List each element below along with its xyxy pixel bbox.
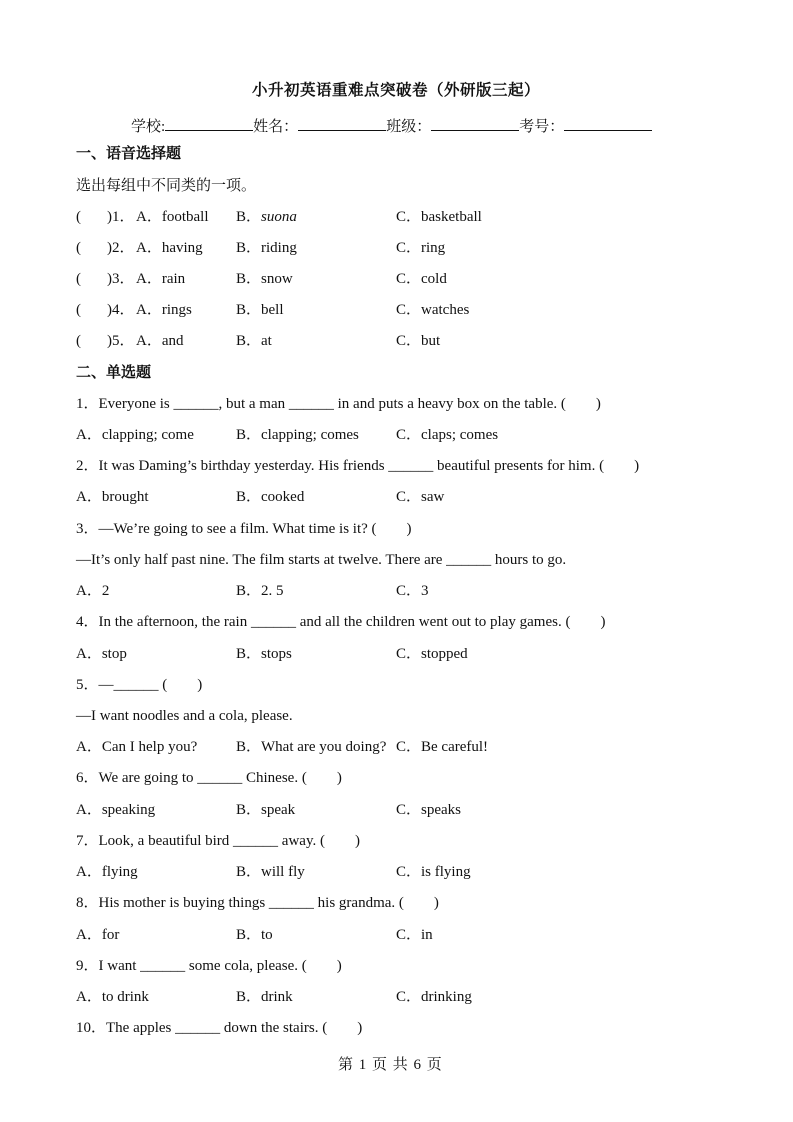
school-label: 学校: <box>131 119 166 135</box>
question-7: 7．Look, a beautiful bird ______ away. ( ) <box>76 833 360 849</box>
option-b: B．riding <box>236 240 297 256</box>
number-blank[interactable] <box>564 115 652 131</box>
option-b: B．What are you doing? <box>236 739 387 755</box>
option-b: B．stops <box>236 646 292 662</box>
option-a: A．flying <box>76 864 138 880</box>
option-b: B．clapping; comes <box>236 427 359 443</box>
option-b: B．cooked <box>236 489 305 505</box>
page-title: 小升初英语重难点突破卷（外研版三起） <box>252 82 541 99</box>
section1-instruction: 选出每组中不同类的一项。 <box>76 178 257 194</box>
option-a: A．rings <box>136 302 192 318</box>
option-a: A．stop <box>76 646 127 662</box>
option-c: C．basketball <box>396 209 482 225</box>
option-b-word: suona <box>261 209 297 225</box>
option-c: C．but <box>396 333 441 349</box>
option-c: C．ring <box>396 240 446 256</box>
answer-paren[interactable]: ( <box>76 271 81 287</box>
option-c: C．speaks <box>396 802 461 818</box>
item-number: )1． <box>107 209 135 225</box>
answer-paren[interactable]: ( <box>76 302 81 318</box>
option-a: A．for <box>76 927 120 943</box>
option-b: B．at <box>236 333 272 349</box>
question-4: 4．In the afternoon, the rain ______ and all the children went out to play games. ( ) <box>76 614 606 630</box>
option-c: C．drinking <box>396 989 472 1005</box>
option-b: B．to <box>236 927 273 943</box>
option-b-letter: B． <box>236 209 262 225</box>
question-3-response: —It’s only half past nine. The film starts at twelve. There are ______ hours to go. <box>76 552 567 568</box>
option-c: C．watches <box>396 302 470 318</box>
question-2: 2．It was Daming’s birthday yesterday. His friends ______ beautiful presents for him. ( ) <box>76 458 640 474</box>
option-a: A．rain <box>136 271 186 287</box>
answer-paren[interactable]: ( <box>76 240 81 256</box>
option-a: A．2 <box>76 583 110 599</box>
question-1: 1．Everyone is ______, but a man ______ in and puts a heavy box on the table. ( ) <box>76 396 601 412</box>
option-c: C．in <box>396 927 433 943</box>
option-a: A．having <box>136 240 203 256</box>
option-a: A．football <box>136 209 209 225</box>
item-number: )5． <box>107 333 135 349</box>
option-c: C．saw <box>396 489 445 505</box>
name-label: 姓名： <box>253 119 299 135</box>
name-blank[interactable] <box>298 115 386 131</box>
item-number: )2． <box>107 240 135 256</box>
option-a: A．to drink <box>76 989 149 1005</box>
option-b: B．snow <box>236 271 293 287</box>
question-10: 10．The apples ______ down the stairs. ( ) <box>76 1020 363 1036</box>
option-b: B．bell <box>236 302 284 318</box>
option-b: B．will fly <box>236 864 305 880</box>
question-5: 5．—______ ( ) <box>76 677 203 693</box>
option-b <box>236 208 297 226</box>
section1-heading: 一、语音选择题 <box>76 146 182 162</box>
question-6: 6．We are going to ______ Chinese. ( ) <box>76 770 342 786</box>
section2-heading: 二、单选题 <box>76 365 152 381</box>
question-5-response: —I want noodles and a cola, please. <box>76 708 293 724</box>
number-label: 考号： <box>519 119 565 135</box>
item-number: )3． <box>107 271 135 287</box>
option-a: A．speaking <box>76 802 156 818</box>
school-blank[interactable] <box>165 115 253 131</box>
option-a: A．Can I help you? <box>76 739 198 755</box>
class-blank[interactable] <box>431 115 519 131</box>
option-a: A．clapping; come <box>76 427 194 443</box>
option-b: B．drink <box>236 989 293 1005</box>
option-c: C．3 <box>396 583 429 599</box>
question-9: 9．I want ______ some cola, please. ( ) <box>76 958 342 974</box>
answer-paren[interactable]: ( <box>76 333 81 349</box>
option-b: B．2. 5 <box>236 583 284 599</box>
item-number: )4． <box>107 302 135 318</box>
student-info-line <box>131 115 652 136</box>
question-8: 8．His mother is buying things ______ his grandma. ( ) <box>76 895 439 911</box>
answer-paren[interactable]: ( <box>76 209 81 225</box>
class-label: 班级： <box>386 119 432 135</box>
option-c: C．Be careful! <box>396 739 489 755</box>
option-a: A．brought <box>76 489 149 505</box>
option-c: C．is flying <box>396 864 471 880</box>
page-footer: 第 1 页 共 6 页 <box>338 1057 443 1073</box>
option-c: C．cold <box>396 271 447 287</box>
question-3: 3．—We’re going to see a film. What time is it? ( ) <box>76 521 412 537</box>
option-c: C．claps; comes <box>396 427 499 443</box>
option-a: A．and <box>136 333 184 349</box>
option-c: C．stopped <box>396 646 468 662</box>
option-b: B．speak <box>236 802 296 818</box>
